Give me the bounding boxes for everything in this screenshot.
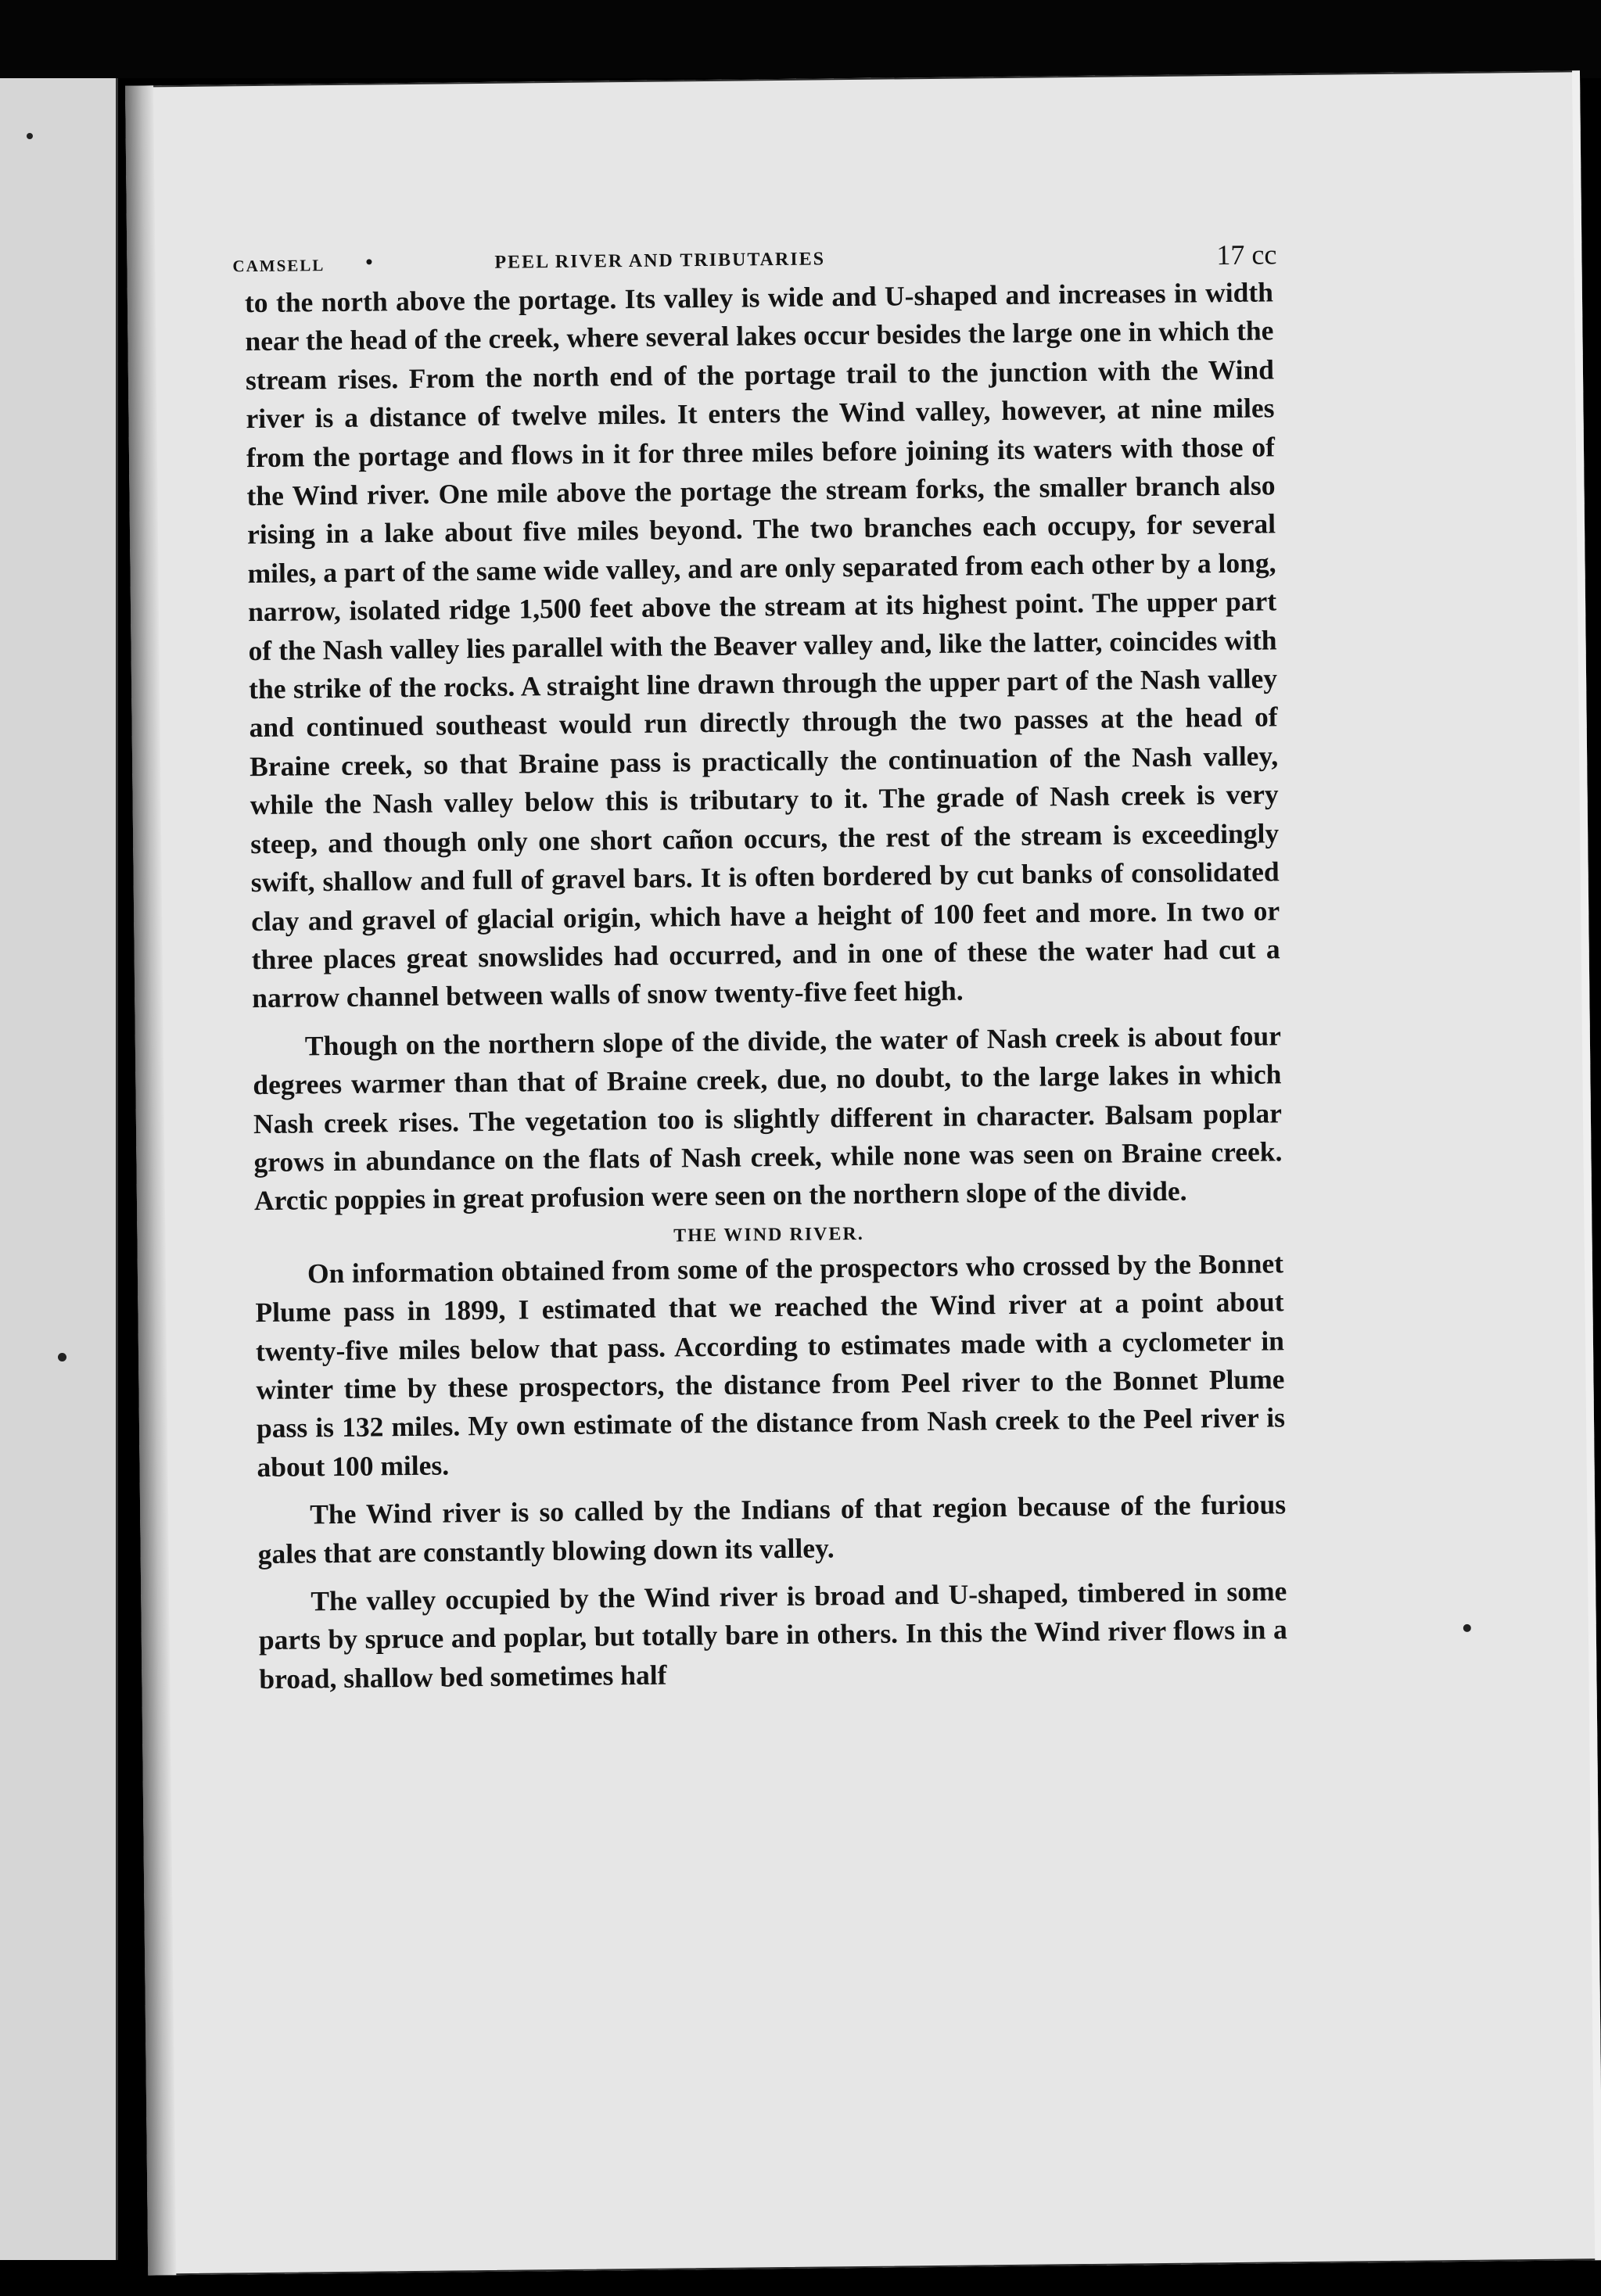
page-right-edge [1572,70,1601,2260]
section-heading: THE WIND RIVER. [673,1223,864,1247]
page-number: 17 cc [1216,239,1277,271]
document-page [125,70,1601,2275]
header-bullet: • [365,250,373,274]
paragraph: The Wind river is so called by the Indians of that region because of the furious gales that are constantly blowing down its valley. [257,1488,1287,1570]
paragraph: The valley occupied by the Wind river is broad and U-shaped, timbered in some parts by spruce and poplar, but totally bare in others. In this the Wind river flows in a broad, shallow bed sometimes half [258,1575,1288,1695]
running-header [232,238,1276,280]
ink-speck [58,1353,66,1361]
paragraph: Though on the northern slope of the divide, the water of Nash creek is about four degrees warmer than that of Braine creek, due, no doubt, to the large lakes in which Nash creek rises. The vegetation too is slightly different in character. Balsam poplar grows in abundance on the flats of Nash creek, while none was seen on Braine creek. Arctic poppies in great profusion were seen on the northern slope of the divide. [253,1020,1283,1217]
page-gutter-shadow [125,85,176,2275]
paragraph: On information obtained from some of the prospectors who crossed by the Bonnet Plume pass in 1899, I estimated that we reached the Wind river at a point about twenty-five miles below that pass. According to estimates made with a cyclometer in winter time by these prospectors, the distance from Peel river to the Bonnet Plume pass is 132 miles. My own estimate of the distance from Nash creek to the Peel river is about 100 miles. [255,1247,1286,1483]
adjacent-page-edge [0,78,118,2260]
ink-speck [27,133,33,139]
header-author: CAMSELL [232,256,325,276]
header-title: PEEL RIVER AND TRIBUTARIES [494,249,826,273]
ink-speck [1463,1624,1471,1632]
body-text [245,273,1288,1699]
scan-top-border [0,0,1601,78]
paragraph: to the north above the portage. Its valley is wide and U-shaped and increases in width near the head of the creek, where several lakes occur besides the large one in which the stream rises. From the north end of the portage trail to the junction with the Wind river is a distance of twelve miles. It enters the Wind valley, however, at nine miles from the portage and flows in it for three miles before joining its waters with those of the Wind river. One mile above the portage the stream forks, the smaller branch also rising in a lake about five miles beyond. The two branches each occupy, for several miles, a part of the same wide valley, and are only separated from each other by a long, narrow, isolated ridge 1,500 feet above the stream at its highest point. The upper part of the Nash valley lies parallel with the Beaver valley and, like the latter, coincides with the strike of the rocks. A straight line drawn through the upper part of the Nash valley and continued southeast would run directly through the two passes at the head of Braine creek, so that Braine pass is practically the continuation of the Nash valley, while the Nash valley below this is tributary to it. The grade of Nash creek is very steep, and though only one short cañon occurs, the rest of the stream is exceedingly swift, shallow and full of gravel bars. It is often bordered by cut banks of consolidated clay and gravel of glacial origin, which have a height of 100 feet and more. In two or three places great snowslides had occurred, and in one of these the water had cut a narrow channel between walls of snow twenty-five feet high. [244,276,1280,1014]
